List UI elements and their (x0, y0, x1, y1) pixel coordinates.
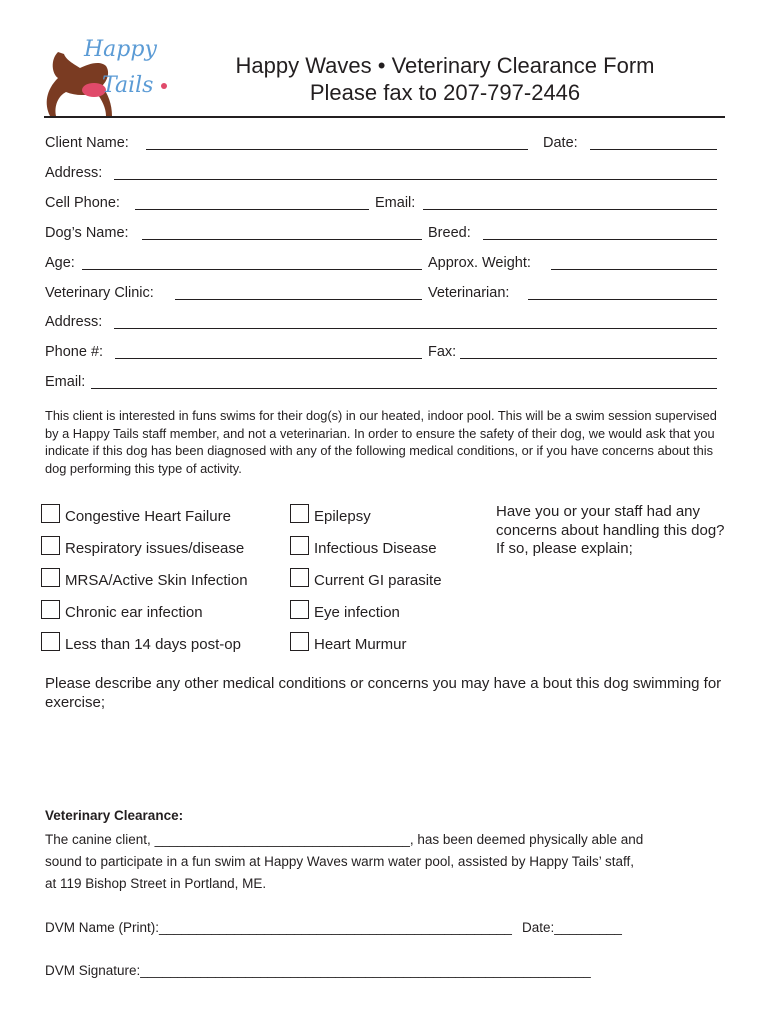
veterinarian-label: Veterinarian: (428, 285, 510, 301)
cell-phone-field[interactable] (135, 209, 369, 210)
condition-label: Chronic ear infection (65, 604, 203, 621)
weight-field[interactable] (551, 269, 717, 270)
dvm-signature-label: DVM Signature: (45, 963, 141, 978)
clearance-text: , has been deemed physically able and (409, 832, 644, 847)
form-title: Happy Waves • Veterinary Clearance Form (235, 53, 655, 78)
dog-name-field[interactable] (142, 239, 422, 240)
client-email-label: Email: (375, 195, 416, 211)
weight-label: Approx. Weight: (428, 255, 531, 271)
dvm-signature-row (45, 962, 591, 980)
dvm-name-field[interactable]: _______________________________________________ (159, 920, 512, 935)
staff-concern-question: Have you or your staff had any concerns about handling this dog? If so, please explain; (496, 503, 725, 557)
client-address-label: Address: (45, 165, 103, 181)
client-email-field[interactable] (423, 209, 717, 210)
checkbox-eye-infection[interactable] (290, 600, 309, 619)
condition-label: Respiratory issues/disease (65, 540, 245, 557)
vet-address-field[interactable] (114, 328, 717, 329)
checkbox-mrsa[interactable] (41, 568, 60, 587)
vet-clinic-field[interactable] (175, 299, 422, 300)
client-address-field[interactable] (114, 179, 717, 180)
checkbox-post-op[interactable] (41, 632, 60, 651)
checkbox-epilepsy[interactable] (290, 504, 309, 523)
vet-fax-label: Fax: (428, 344, 457, 360)
dvm-signature-field[interactable]: ____________________________________________________________ (140, 963, 591, 978)
dvm-name-label: DVM Name (Print): (45, 920, 160, 935)
clearance-line-1 (45, 831, 643, 849)
dog-name-label: Dog’s Name: (45, 225, 129, 241)
condition-label: Congestive Heart Failure (65, 508, 231, 525)
intro-paragraph: This client is interested in funs swims for their dog(s) in our heated, indoor pool. This will be a swim session supervised by a Happy Tails staff member, and not a veterinarian. In order to ensure the safety of their dog, we would ask that you indicate if this dog has been diagnosed with any of the following medical conditions, or if you have concerns about this dog performing this type of activity. (45, 408, 717, 476)
canine-client-field[interactable]: __________________________________ (154, 832, 410, 847)
vet-email-field[interactable] (91, 388, 717, 389)
clearance-line-2: sound to participate in a fun swim at Happy Waves warm water pool, assisted by Happy Tails’ staff, (45, 854, 635, 869)
checkbox-respiratory[interactable] (41, 536, 60, 555)
condition-label: Less than 14 days post-op (65, 636, 241, 653)
condition-label: Infectious Disease (314, 540, 437, 557)
dvm-date-label: Date: (522, 920, 555, 935)
vet-phone-label: Phone #: (45, 344, 104, 360)
client-name-label: Client Name: (45, 135, 129, 151)
checkbox-heart-murmur[interactable] (290, 632, 309, 651)
condition-label: Eye infection (314, 604, 400, 621)
form-subtitle: Please fax to 207-797-2446 (309, 80, 581, 105)
checkbox-congestive-heart-failure[interactable] (41, 504, 60, 523)
client-date-label: Date: (543, 135, 578, 151)
breed-field[interactable] (483, 239, 717, 240)
checkbox-infectious-disease[interactable] (290, 536, 309, 555)
age-label: Age: (45, 255, 75, 271)
condition-label: Heart Murmur (314, 636, 407, 653)
vet-fax-field[interactable] (460, 358, 717, 359)
condition-label: Epilepsy (314, 508, 371, 525)
age-field[interactable] (82, 269, 422, 270)
vet-phone-field[interactable] (115, 358, 422, 359)
header-divider (44, 116, 725, 118)
logo-text-tails: Tails (102, 73, 154, 98)
clearance-text: The canine client, (45, 832, 155, 847)
vet-email-label: Email: (45, 374, 86, 390)
clearance-line-3: at 119 Bishop Street in Portland, ME. (45, 876, 267, 891)
describe-conditions-prompt: Please describe any other medical conditions or concerns you may have a bout this dog swimming for exercise; (45, 675, 722, 711)
dvm-date-field[interactable]: _________ (554, 920, 622, 935)
cell-phone-label: Cell Phone: (45, 195, 120, 211)
dvm-name-row (45, 919, 512, 937)
vet-address-label: Address: (45, 314, 103, 330)
veterinarian-field[interactable] (528, 299, 717, 300)
client-name-field[interactable] (146, 149, 528, 150)
dvm-date-row (522, 919, 622, 937)
checkbox-gi-parasite[interactable] (290, 568, 309, 587)
condition-label: MRSA/Active Skin Infection (65, 572, 248, 589)
breed-label: Breed: (428, 225, 471, 241)
clearance-heading: Veterinary Clearance: (45, 808, 184, 823)
client-date-field[interactable] (590, 149, 717, 150)
checkbox-chronic-ear[interactable] (41, 600, 60, 619)
vet-clinic-label: Veterinary Clinic: (45, 285, 154, 301)
logo-text-happy: Happy (84, 37, 157, 62)
condition-label: Current GI parasite (314, 572, 442, 589)
